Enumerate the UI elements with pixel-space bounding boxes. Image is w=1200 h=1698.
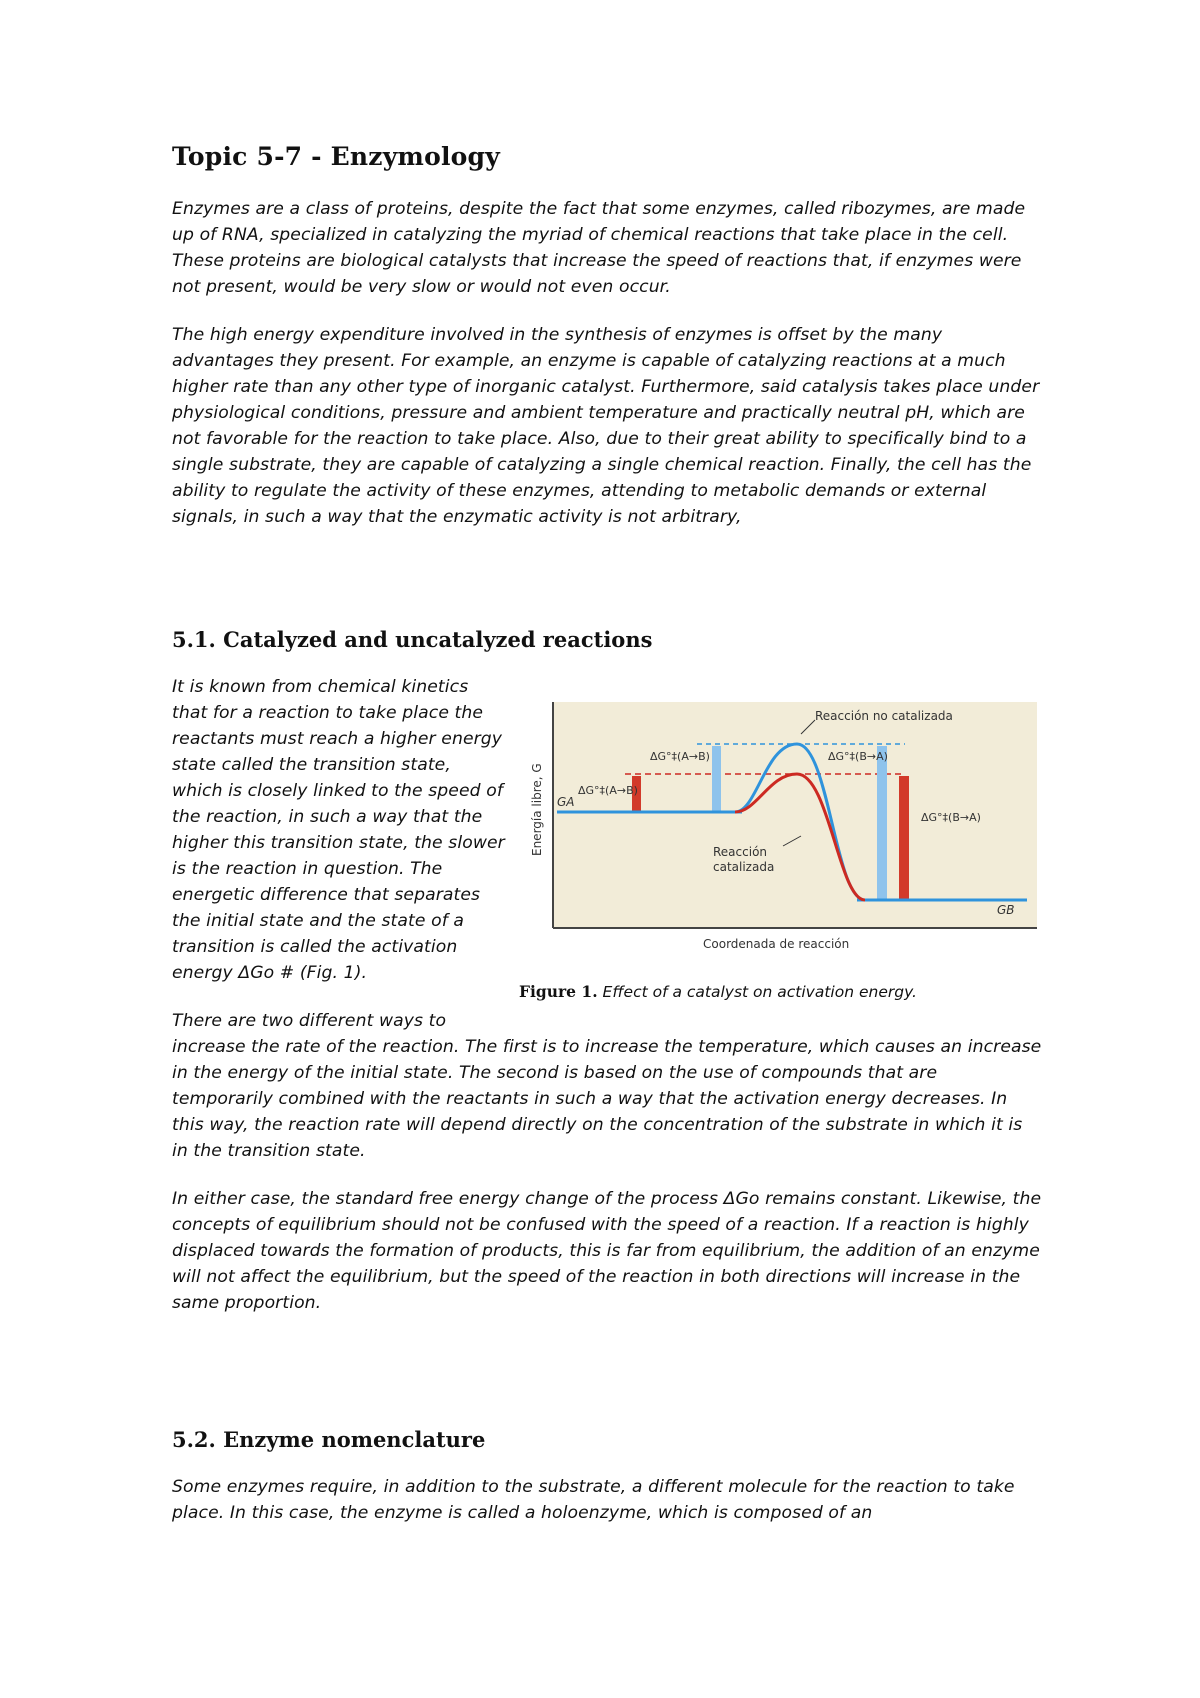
uncatalyzed-label: Reacción no catalizada xyxy=(815,709,953,723)
intro-paragraph-2: The high energy expenditure involved in the synthesis of enzymes is offset by the many advantages they present. For example, an enzyme is capable of catalyzing reactions at a much higher rate than any other type of inorganic catalyst. Furthermore, said catalysis takes place under physiological conditions, pressure and ambient temperature and practically neutral pH, which are not favorable for the reaction to take place. Also, due to their great ability to specifically bind to a single substrate, they are capable of catalyzing a single chemical reaction. Finally, the cell has the ability to regulate the activity of these enzymes, attending to metabolic demands or external signals, in such a way that the enzymatic activity is not arbitrary, xyxy=(172,325,1040,527)
section-1-paragraph-3: In either case, the standard free energy change of the process ΔGo remains constant. Likewise, the concepts of equilibrium should not be confused with the speed of a reaction. If a reaction is highly displaced towards the formation of products, this is far from equilibrium, the addition of an enzyme will not affect the equilibrium, but the speed of the reaction in both directions will increase in the same proportion. xyxy=(172,1189,1042,1313)
dg-catalyzed-ba-label: ΔG°‡(B→A) xyxy=(921,811,981,824)
dg-catalyzed-ab-label: ΔG°‡(A→B) xyxy=(578,784,638,797)
dg-uncatalyzed-ba-label: ΔG°‡(B→A) xyxy=(828,750,888,763)
section-2-paragraph: Some enzymes require, in addition to the substrate, a different molecule for the reaction to take place. In this case, the enzyme is called a holoenzyme, which is composed of an xyxy=(172,1477,1015,1523)
side-paragraph: It is known from chemical kinetics that for a reaction to take place the reactants must reach a higher energy state called the transition state, which is closely linked to the speed of the reaction, in such a way that the higher this transition state, the slower is the reaction in question. The energetic difference that separates the initial state and the state of a transition is called the activation energy ΔGo # (Fig. 1). xyxy=(172,677,505,983)
catalyzed-label-line1: Reacción xyxy=(713,845,768,859)
catalyzed-label-line2: catalizada xyxy=(713,860,775,874)
section-heading-catalyzed-reactions: 5.1. Catalyzed and uncatalyzed reactions xyxy=(172,627,653,652)
y-axis-title: Energía libre, G xyxy=(530,763,544,856)
intro-paragraph-1: Enzymes are a class of proteins, despite the fact that some enzymes, called ribozymes, are made up of RNA, specialized in catalyzing the myriad of chemical reactions that take place in the cell. These proteins are biological catalysts that increase the speed of reactions that, if enzymes were not present, would be very slow or would not even occur. xyxy=(172,199,1026,297)
continuation-paragraph: increase the rate of the reaction. The first is to increase the temperature, which causes an increase in the energy of the initial state. The second is based on the use of compounds that are temporarily combined with the reactants in such a way that the activation energy decreases. In this way, the reaction rate will depend directly on the concentration of the substrate in which it is in the transition state. xyxy=(172,1037,1042,1161)
uncatalyzed-activation-bar-ab xyxy=(712,746,721,812)
gb-label: GB xyxy=(997,903,1015,917)
figure-caption xyxy=(519,982,917,1001)
energy-diagram xyxy=(517,686,1047,978)
page-title: Topic 5-7 - Enzymology xyxy=(172,142,500,171)
catalyzed-activation-bar-ba xyxy=(899,776,909,900)
figure-caption-label: Figure 1. xyxy=(519,982,598,1001)
uncatalyzed-activation-bar-ba xyxy=(877,746,887,900)
continuation-first-line: There are two different ways to xyxy=(172,1011,447,1031)
dg-uncatalyzed-ab-label: ΔG°‡(A→B) xyxy=(650,750,710,763)
ga-label: GA xyxy=(557,795,575,809)
x-axis-title: Coordenada de reacción xyxy=(703,937,850,951)
figure-1 xyxy=(517,686,1047,1016)
section-heading-nomenclature: 5.2. Enzyme nomenclature xyxy=(172,1427,486,1452)
figure-caption-text: Effect of a catalyst on activation energy. xyxy=(602,983,917,1001)
